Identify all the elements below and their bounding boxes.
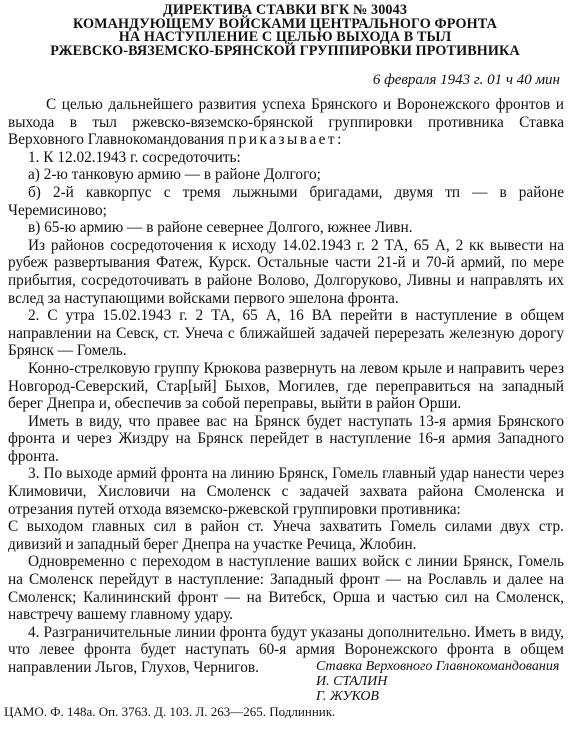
archive-source: ЦАМО. Ф. 148а. Оп. 3763. Д. 103. Л. 263—265. Подлинник. xyxy=(4,704,336,719)
intro-text: С целью дальнейшего развития успеха Брянского и Воронежского фронтов и выхода в тыл ржевско-вяземско-брянской группировки противника Ставка Верховного Главнокомандования xyxy=(8,96,564,149)
signature-org: Ставка Верховного Главнокомандования xyxy=(316,659,560,674)
item-4: 4. Разграничительные линии фронта будут указаны дополнительно. Иметь в виду, что левее фронта будет наступать 60-я армия Воронежского фронта в общем направлении Льгов, Глухов, Чернигов. xyxy=(8,623,564,676)
intro-colon: : xyxy=(337,131,342,149)
paragraph-simultaneous: Одновременно с переходом в наступление ваших войск с линии Брянск, Гомель на Смоленск перейдут в наступление: Западный фронт — на Рославль и далее на Смоленск; Калининский фронт — на Витебск, Орша и частью сил на Смоленск, навстречу вашему главному удару. xyxy=(8,553,564,624)
document-body xyxy=(8,96,564,677)
item-1: 1. К 12.02.1943 г. сосредоточить: xyxy=(28,148,241,166)
item-1c: в) 65-ю армию — в районе севернее Долгого, южнее Ливн. xyxy=(28,219,413,237)
header-line-1: ДИРЕКТИВА СТАВКИ ВГК № 30043 xyxy=(162,2,408,18)
header-line-3: НА НАСТУПЛЕНИЕ С ЦЕЛЬЮ ВЫХОДА В ТЫЛ xyxy=(118,29,452,45)
signature-name-2: Г. ЖУКОВ xyxy=(316,689,379,704)
signature-block xyxy=(316,659,559,704)
intro-paragraph xyxy=(8,96,564,149)
header-line-2: КОМАНДУЮЩЕМУ ВОЙСКАМИ ЦЕНТРАЛЬНОГО ФРОНТА xyxy=(73,15,497,32)
item-1a: а) 2-ю танковую армию — в районе Долгого; xyxy=(28,166,321,184)
item-3: 3. По выходе армий фронта на линию Брянск, Гомель главный удар нанести через Климовичи, Хисловичи на Смоленск с задачей захвата района Смоленска и отрезания путей отхода вяземско-ржевской группировки противника: xyxy=(8,465,564,518)
paragraph-areas: Из районов сосредоточения к исходу 14.02.1943 г. 2 ТА, 65 А, 2 кк вывести на рубеж развертывания Фатеж, Курск. Остальные части 21-й и 70-й армий, по мере прибытия, сосредоточивать в районе Волово, Долгоруково, Ливны и направлять их вслед за наступающими войсками первого эшелона фронта. xyxy=(8,236,564,307)
item-2: 2. С утра 15.02.1943 г. 2 ТА, 65 А, 16 ВА перейти в наступление в общем направлении на Севск, ст. Унеча с ближайшей задачей перерезать железную дорогу Брянск — Гомель. xyxy=(8,307,564,360)
intro-order-word: приказывает xyxy=(228,131,338,149)
paragraph-note: Иметь в виду, что правее вас на Брянск будет наступать 13-я армия Брянского фронта и через Жиздру на Брянск перейдет в наступление 16-я армия Западного фронта. xyxy=(8,412,564,465)
signature-name-1: И. СТАЛИН xyxy=(316,674,388,689)
paragraph-gomel: С выходом главных сил в район ст. Унеча захватить Гомель силами двух стр. дивизий и западный берег Днепра на участке Речица, Жлобин. xyxy=(8,518,564,553)
item-1b: б) 2-й кавкорпус с тремя лыжными бригадами, двумя тп — в районе Черемисиново; xyxy=(8,183,564,219)
header-line-4: РЖЕВСКО-ВЯЗЕМСКО-БРЯНСКОЙ ГРУППИРОВКИ ПРОТИВНИКА xyxy=(50,42,520,59)
paragraph-cavalry: Конно-стрелковую группу Крюкова развернуть на левом крыле и направить через Новгород-Северский, Стар[ый] Быхов, Могилев, где переправиться на западный берег Днепра и, обеспечив за собой переправы, выйти в район Орши. xyxy=(8,359,564,413)
dateline: 6 февраля 1943 г. 01 ч 40 мин xyxy=(372,72,560,88)
document-header xyxy=(0,4,570,58)
